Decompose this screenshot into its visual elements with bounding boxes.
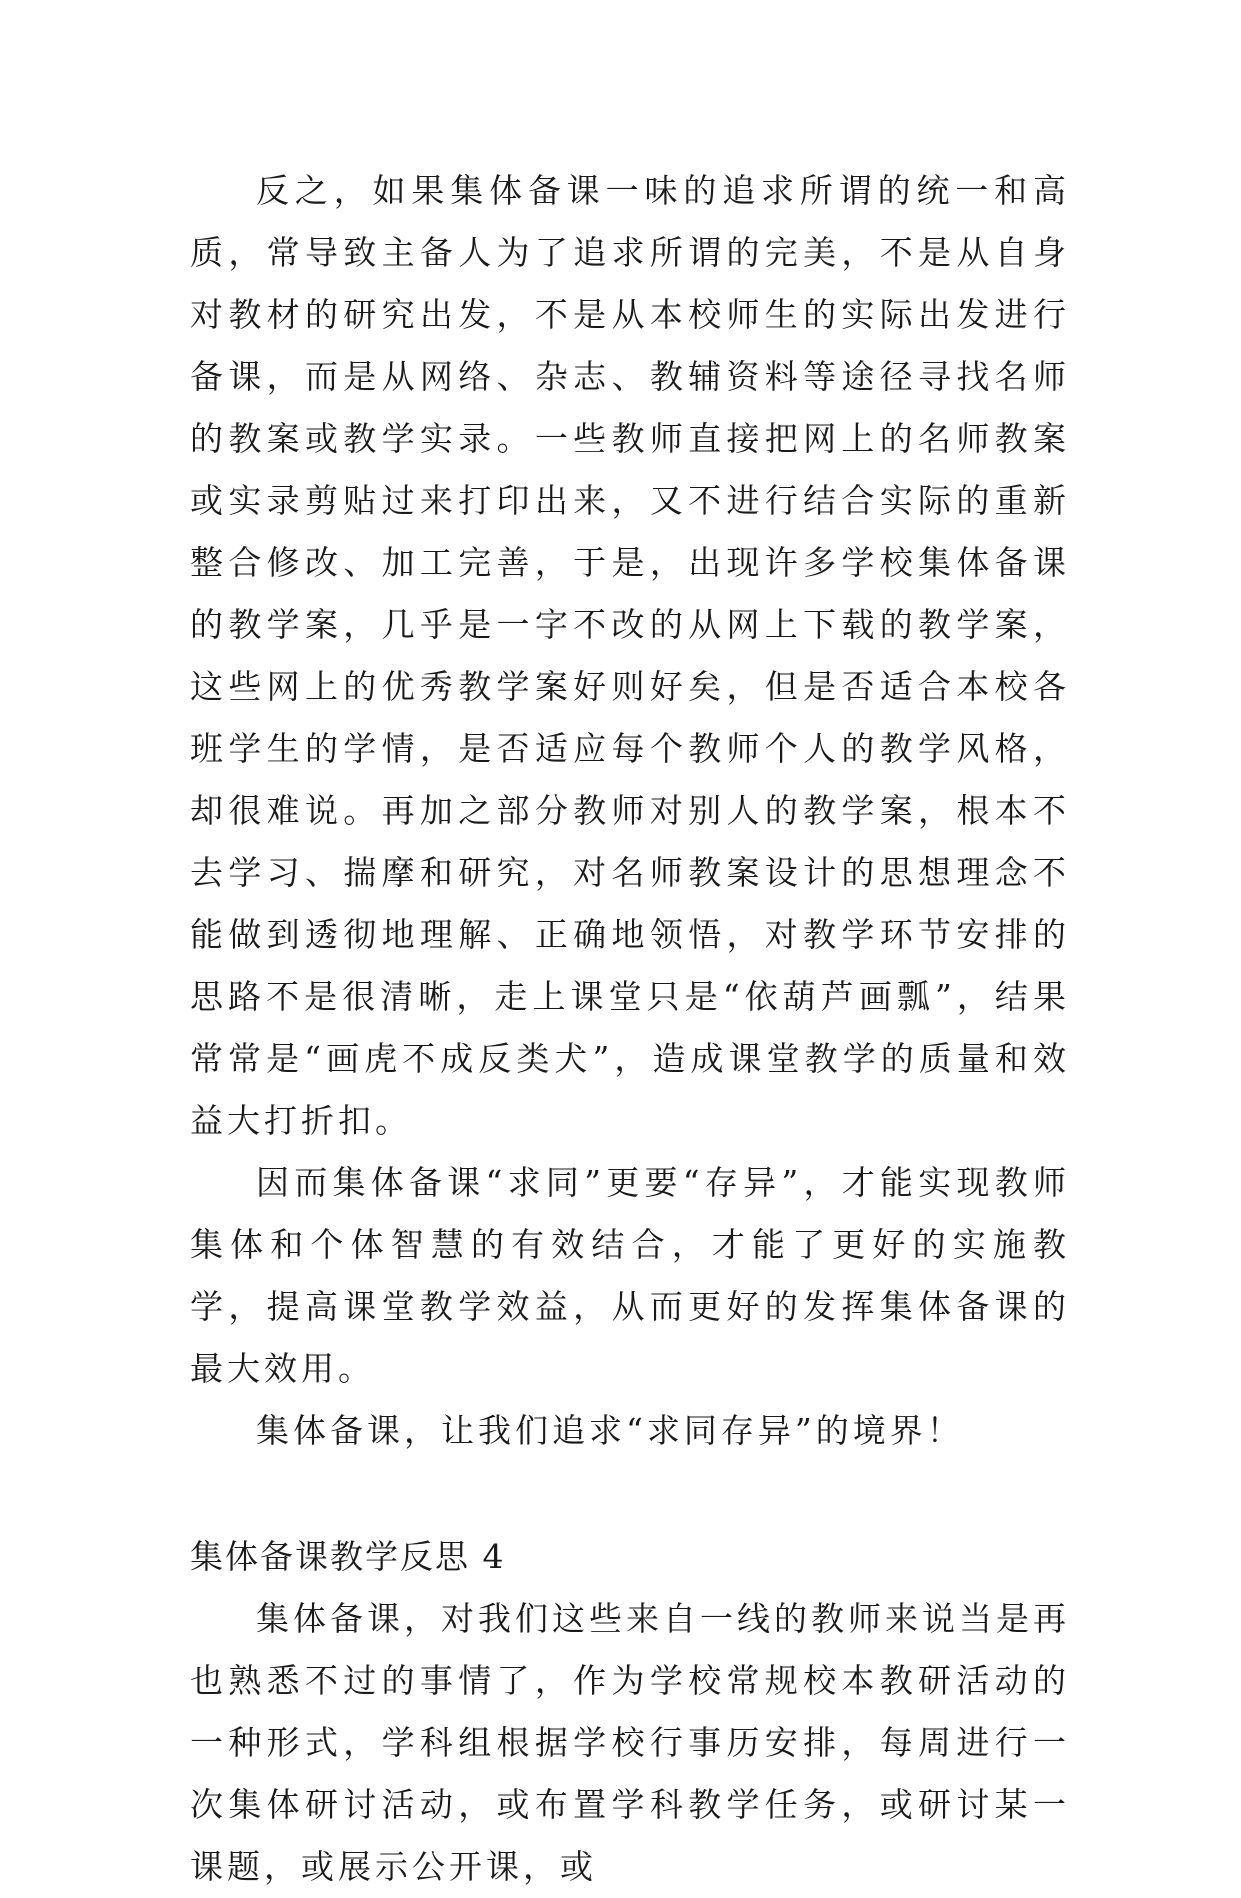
section-heading: 集体备课教学反思 4 [190,1537,506,1576]
paragraph-3: 集体备课，让我们追求“求同存异”的境界！ [256,1411,964,1450]
document-body [190,160,1070,1898]
paragraph-1: 反之，如果集体备课一味的追求所谓的统一和高质，常导致主备人为了追求所谓的完美，不是从自身对教材的研究出发，不是从本校师生的实际出发进行备课，而是从网络、杂志、教辅资料等途径寻找名师的教案或教学实录。一些教师直接把网上的名师教案或实录剪贴过来打印出来，又不进行结合实际的重新整合修改、加工完善，于是，出现许多学校集体备课的教学案，几乎是一字不改的从网上下载的教学案，这些网上的优秀教学案好则好矣，但是否适合本校各班学生的学情，是否适应每个教师个人的教学风格，却很难说。再加之部分教师对别人的教学案，根本不去学习、揣摩和研究，对名师教案设计的思想理念不能做到透彻地理解、正确地领悟，对教学环节安排的思路不是很清晰，走上课堂只是“依葫芦画瓢”，结果常常是“画虎不成反类犬”，造成课堂教学的质量和效益大打折扣。 [190,171,1070,1140]
paragraph-4: 集体备课，对我们这些来自一线的教师来说当是再也熟悉不过的事情了，作为学校常规校本教研活动的一种形式，学科组根据学校行事历安排，每周进行一次集体研讨活动，或布置学科教学任务，或研讨某一课题，或展示公开课，或 [190,1599,1070,1886]
paragraph-2: 因而集体备课“求同”更要“存异”，才能实现教师集体和个体智慧的有效结合，才能了更好的实施教学，提高课堂教学效益，从而更好的发挥集体备课的最大效用。 [190,1163,1070,1388]
